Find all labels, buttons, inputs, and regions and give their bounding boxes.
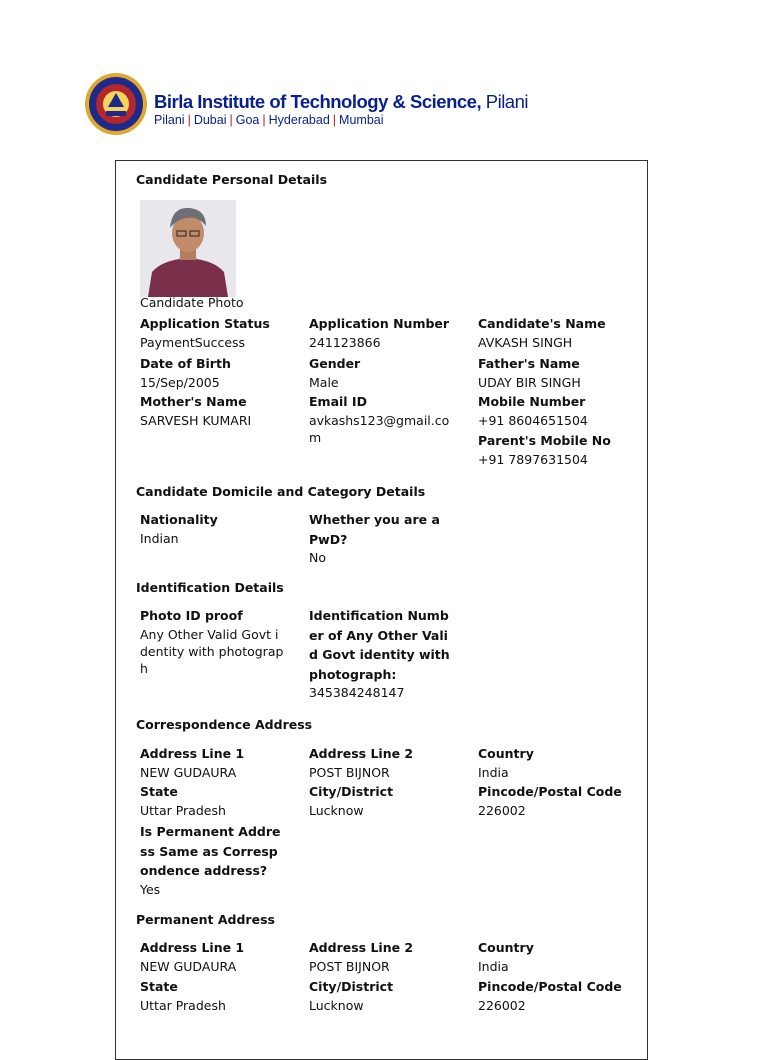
logo-title: Birla Institute of Technology & Science, Pilani [154, 91, 528, 112]
logo-campuses: Pilani | Dubai | Goa | Hyderabad | Mumbai [154, 113, 384, 127]
field-corr-pincode: Pincode/Postal Code 226002 [478, 784, 622, 818]
section-heading-correspondence: Correspondence Address [136, 717, 313, 732]
section-heading-personal: Candidate Personal Details [136, 172, 328, 187]
application-card [115, 160, 648, 1060]
field-parent-mobile: Parent's Mobile No +91 7897631504 [478, 433, 611, 467]
field-candidate-name: Candidate's Name AVKASH SINGH [478, 316, 606, 350]
field-identification-number: Identification Number of Any Other Valid Govt identity with photograph: 345384248147 [309, 608, 450, 700]
field-corr-address-line2: Address Line 2 POST BIJNOR [309, 746, 414, 780]
field-mobile-number: Mobile Number +91 8604651504 [478, 394, 588, 428]
field-perm-address-line2: Address Line 2 POST BIJNOR [309, 940, 414, 974]
section-heading-permanent: Permanent Address [136, 912, 275, 927]
field-application-status: Application Status PaymentSuccess [140, 316, 270, 350]
field-corr-city: City/District Lucknow [309, 784, 394, 818]
section-heading-identification: Identification Details [136, 580, 284, 595]
seal-icon [84, 71, 148, 137]
field-perm-state: State Uttar Pradesh [140, 979, 226, 1013]
field-nationality: Nationality Indian [140, 512, 218, 546]
field-father-name: Father's Name UDAY BIR SINGH [478, 356, 581, 390]
field-perm-country: Country India [478, 940, 534, 974]
field-corr-address-line1: Address Line 1 NEW GUDAURA [140, 746, 245, 780]
field-email: Email ID avkashs123@gmail.com [309, 394, 450, 445]
candidate-photo [140, 200, 236, 297]
field-perm-city: City/District Lucknow [309, 979, 394, 1013]
field-gender: Gender Male [309, 356, 361, 390]
field-perm-pincode: Pincode/Postal Code 226002 [478, 979, 622, 1013]
field-mother-name: Mother's Name SARVESH KUMARI [140, 394, 252, 428]
photo-caption: Candidate Photo [140, 295, 244, 310]
field-perm-address-line1: Address Line 1 NEW GUDAURA [140, 940, 245, 974]
field-date-of-birth: Date of Birth 15/Sep/2005 [140, 356, 231, 390]
section-heading-domicile: Candidate Domicile and Category Details [136, 484, 426, 499]
field-photo-id-proof: Photo ID proof Any Other Valid Govt identity with photograph [140, 608, 284, 676]
field-application-number: Application Number 241123866 [309, 316, 450, 350]
institute-logo [84, 71, 528, 141]
field-corr-country: Country India [478, 746, 534, 780]
field-pwd: Whether you are a PwD? No [309, 512, 440, 565]
field-same-address: Is Permanent Address Same as Correspondence address? Yes [140, 824, 281, 897]
field-corr-state: State Uttar Pradesh [140, 784, 226, 818]
